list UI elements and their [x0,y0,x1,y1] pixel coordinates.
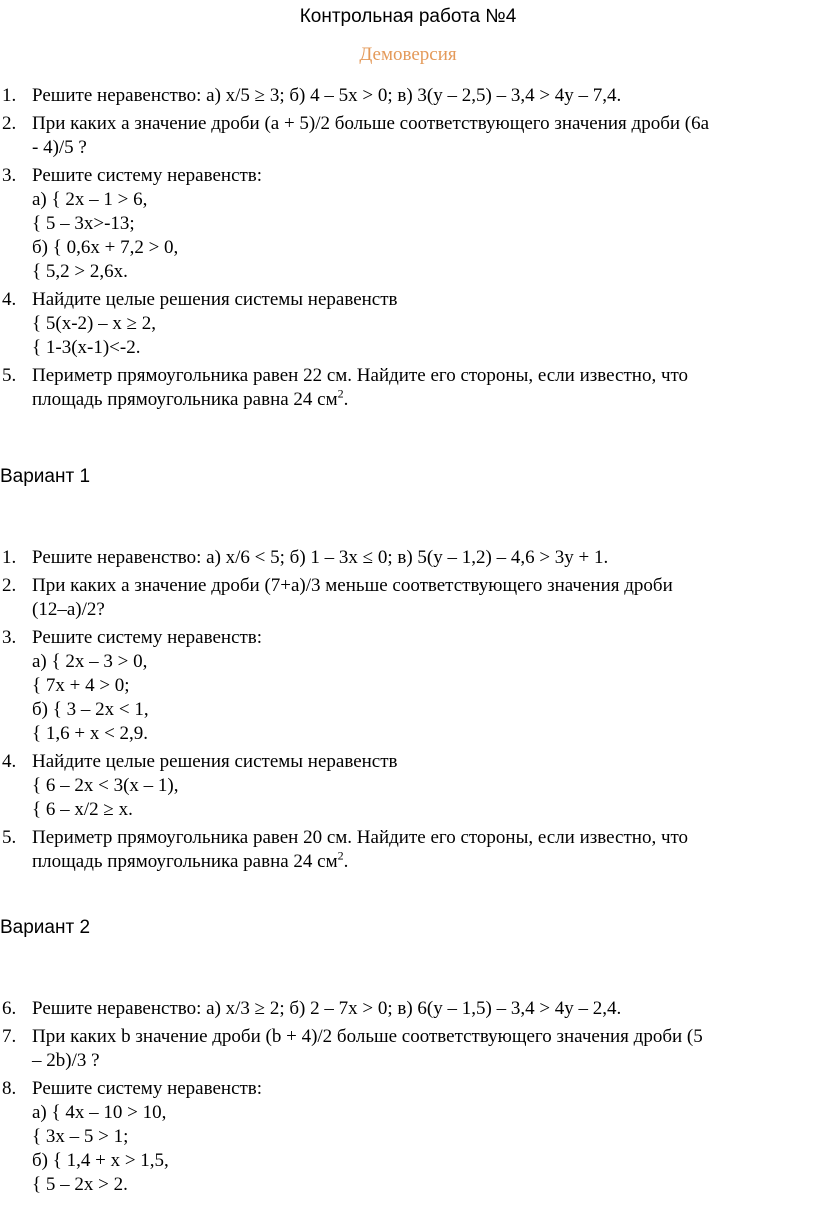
task-line-text: - 4)/5 ? [32,137,87,158]
task-line-tail: . [343,389,349,410]
task-number: 1. [2,85,17,106]
task-line [32,674,800,698]
task-item [0,626,800,746]
task-line [32,1149,800,1173]
task-number: 3. [2,165,17,186]
task-line [32,598,800,622]
task-line-text: Решите неравенство: а) x/5 ≥ 3; б) 4 – 5x > 0; в) 3(y – 2,5) – 3,4 > 4y – 7,4. [32,85,622,106]
task-line-text: { 5 – 3x>-13; [32,213,135,234]
task-number: 8. [2,1078,17,1099]
task-line-text: Найдите целые решения системы неравенств [32,289,398,310]
task-line-text: Решите систему неравенств: [32,1078,263,1099]
task-line [32,1077,800,1101]
task-line [32,546,800,570]
task-line [32,212,800,236]
task-line-text: { 1,6 + x < 2,9. [32,723,149,744]
task-line [32,1173,800,1197]
task-line-text: Решите систему неравенств: [32,165,263,186]
task-number: 5. [2,365,17,386]
task-number: 4. [2,751,17,772]
task-line [32,112,800,136]
task-line [32,626,800,650]
variant-2-task-list [0,997,800,1201]
task-line [32,388,800,412]
page-title: Контрольная работа №4 [299,6,517,27]
variant-1-heading: Вариант 1 [0,466,91,487]
task-line [32,1025,800,1049]
task-line [32,164,800,188]
task-item [0,84,800,108]
superscript: 2 [337,848,344,863]
task-line-text: Найдите целые решения системы неравенств [32,751,398,772]
variant-2-heading: Вариант 2 [0,917,91,938]
task-line-text: площадь прямоугольника равна 24 см [32,389,338,410]
task-line-tail: . [343,851,349,872]
task-line [32,798,800,822]
task-line [32,1125,800,1149]
task-number: 1. [2,547,17,568]
task-line-text: б) { 0,6x + 7,2 > 0, [32,237,179,258]
task-item [0,1025,800,1073]
task-line [32,236,800,260]
task-line [32,312,800,336]
task-line-text: { 5(x-2) – x ≥ 2, [32,313,157,334]
task-item [0,1077,800,1197]
task-line [32,84,800,108]
variant-1-task-list [0,546,800,878]
task-item [0,750,800,822]
task-number: 2. [2,575,17,596]
task-number: 3. [2,627,17,648]
task-line-text: Решите неравенство: а) x/6 < 5; б) 1 – 3x ≤ 0; в) 5(y – 1,2) – 4,6 > 3y + 1. [32,547,609,568]
task-line-text: (12–а)/2? [32,599,105,620]
task-line-text: Периметр прямоугольника равен 20 см. Найдите его стороны, если известно, что [32,827,689,848]
task-line [32,188,800,212]
task-line [32,997,800,1021]
task-line-text: а) { 2x – 3 > 0, [32,651,148,672]
task-line [32,698,800,722]
task-line-text: { 5,2 > 2,6x. [32,261,128,282]
task-line [32,1049,800,1073]
task-item [0,288,800,360]
task-line [32,774,800,798]
task-line-text: При каких b значение дроби (b + 4)/2 больше соответствующего значения дроби (5 [32,1026,703,1047]
task-line [32,722,800,746]
demo-task-list [0,84,800,416]
task-line-text: Периметр прямоугольника равен 22 см. Найдите его стороны, если известно, что [32,365,689,386]
task-item [0,546,800,570]
task-item [0,364,800,412]
task-item [0,112,800,160]
task-line-text: { 5 – 2x > 2. [32,1174,128,1195]
task-number: 4. [2,289,17,310]
task-line-text: – 2b)/3 ? [32,1050,100,1071]
page-subtitle: Демоверсия [359,44,457,65]
superscript: 2 [337,386,344,401]
task-item [0,164,800,284]
task-line [32,850,800,874]
task-line [32,650,800,674]
task-line [32,364,800,388]
task-line [32,750,800,774]
task-item [0,574,800,622]
task-line-text: Решите систему неравенств: [32,627,263,648]
task-item [0,997,800,1021]
task-line-text: б) { 1,4 + x > 1,5, [32,1150,169,1171]
task-number: 6. [2,998,17,1019]
task-line [32,1101,800,1125]
task-line-text: При каких а значение дроби (а + 5)/2 больше соответствующего значения дроби (6а [32,113,710,134]
task-line-text: { 6 – 2x < 3(x – 1), [32,775,179,796]
task-line-text: { 7x + 4 > 0; [32,675,130,696]
task-number: 5. [2,827,17,848]
task-line [32,826,800,850]
task-line [32,136,800,160]
task-line-text: Решите неравенство: а) x/3 ≥ 2; б) 2 – 7x > 0; в) 6(y – 1,5) – 3,4 > 4y – 2,4. [32,998,622,1019]
task-line [32,260,800,284]
task-number: 2. [2,113,17,134]
task-item [0,826,800,874]
task-line-text: б) { 3 – 2x < 1, [32,699,149,720]
task-line [32,336,800,360]
task-line-text: При каких а значение дроби (7+а)/3 меньше соответствующего значения дроби [32,575,673,596]
task-line-text: { 1-3(x-1)<-2. [32,337,141,358]
task-line-text: площадь прямоугольника равна 24 см [32,851,338,872]
task-line-text: а) { 2x – 1 > 6, [32,189,148,210]
task-line-text: { 3x – 5 > 1; [32,1126,129,1147]
task-number: 7. [2,1026,17,1047]
task-line [32,574,800,598]
task-line-text: { 6 – x/2 ≥ x. [32,799,133,820]
task-line-text: а) { 4x – 10 > 10, [32,1102,167,1123]
task-line [32,288,800,312]
